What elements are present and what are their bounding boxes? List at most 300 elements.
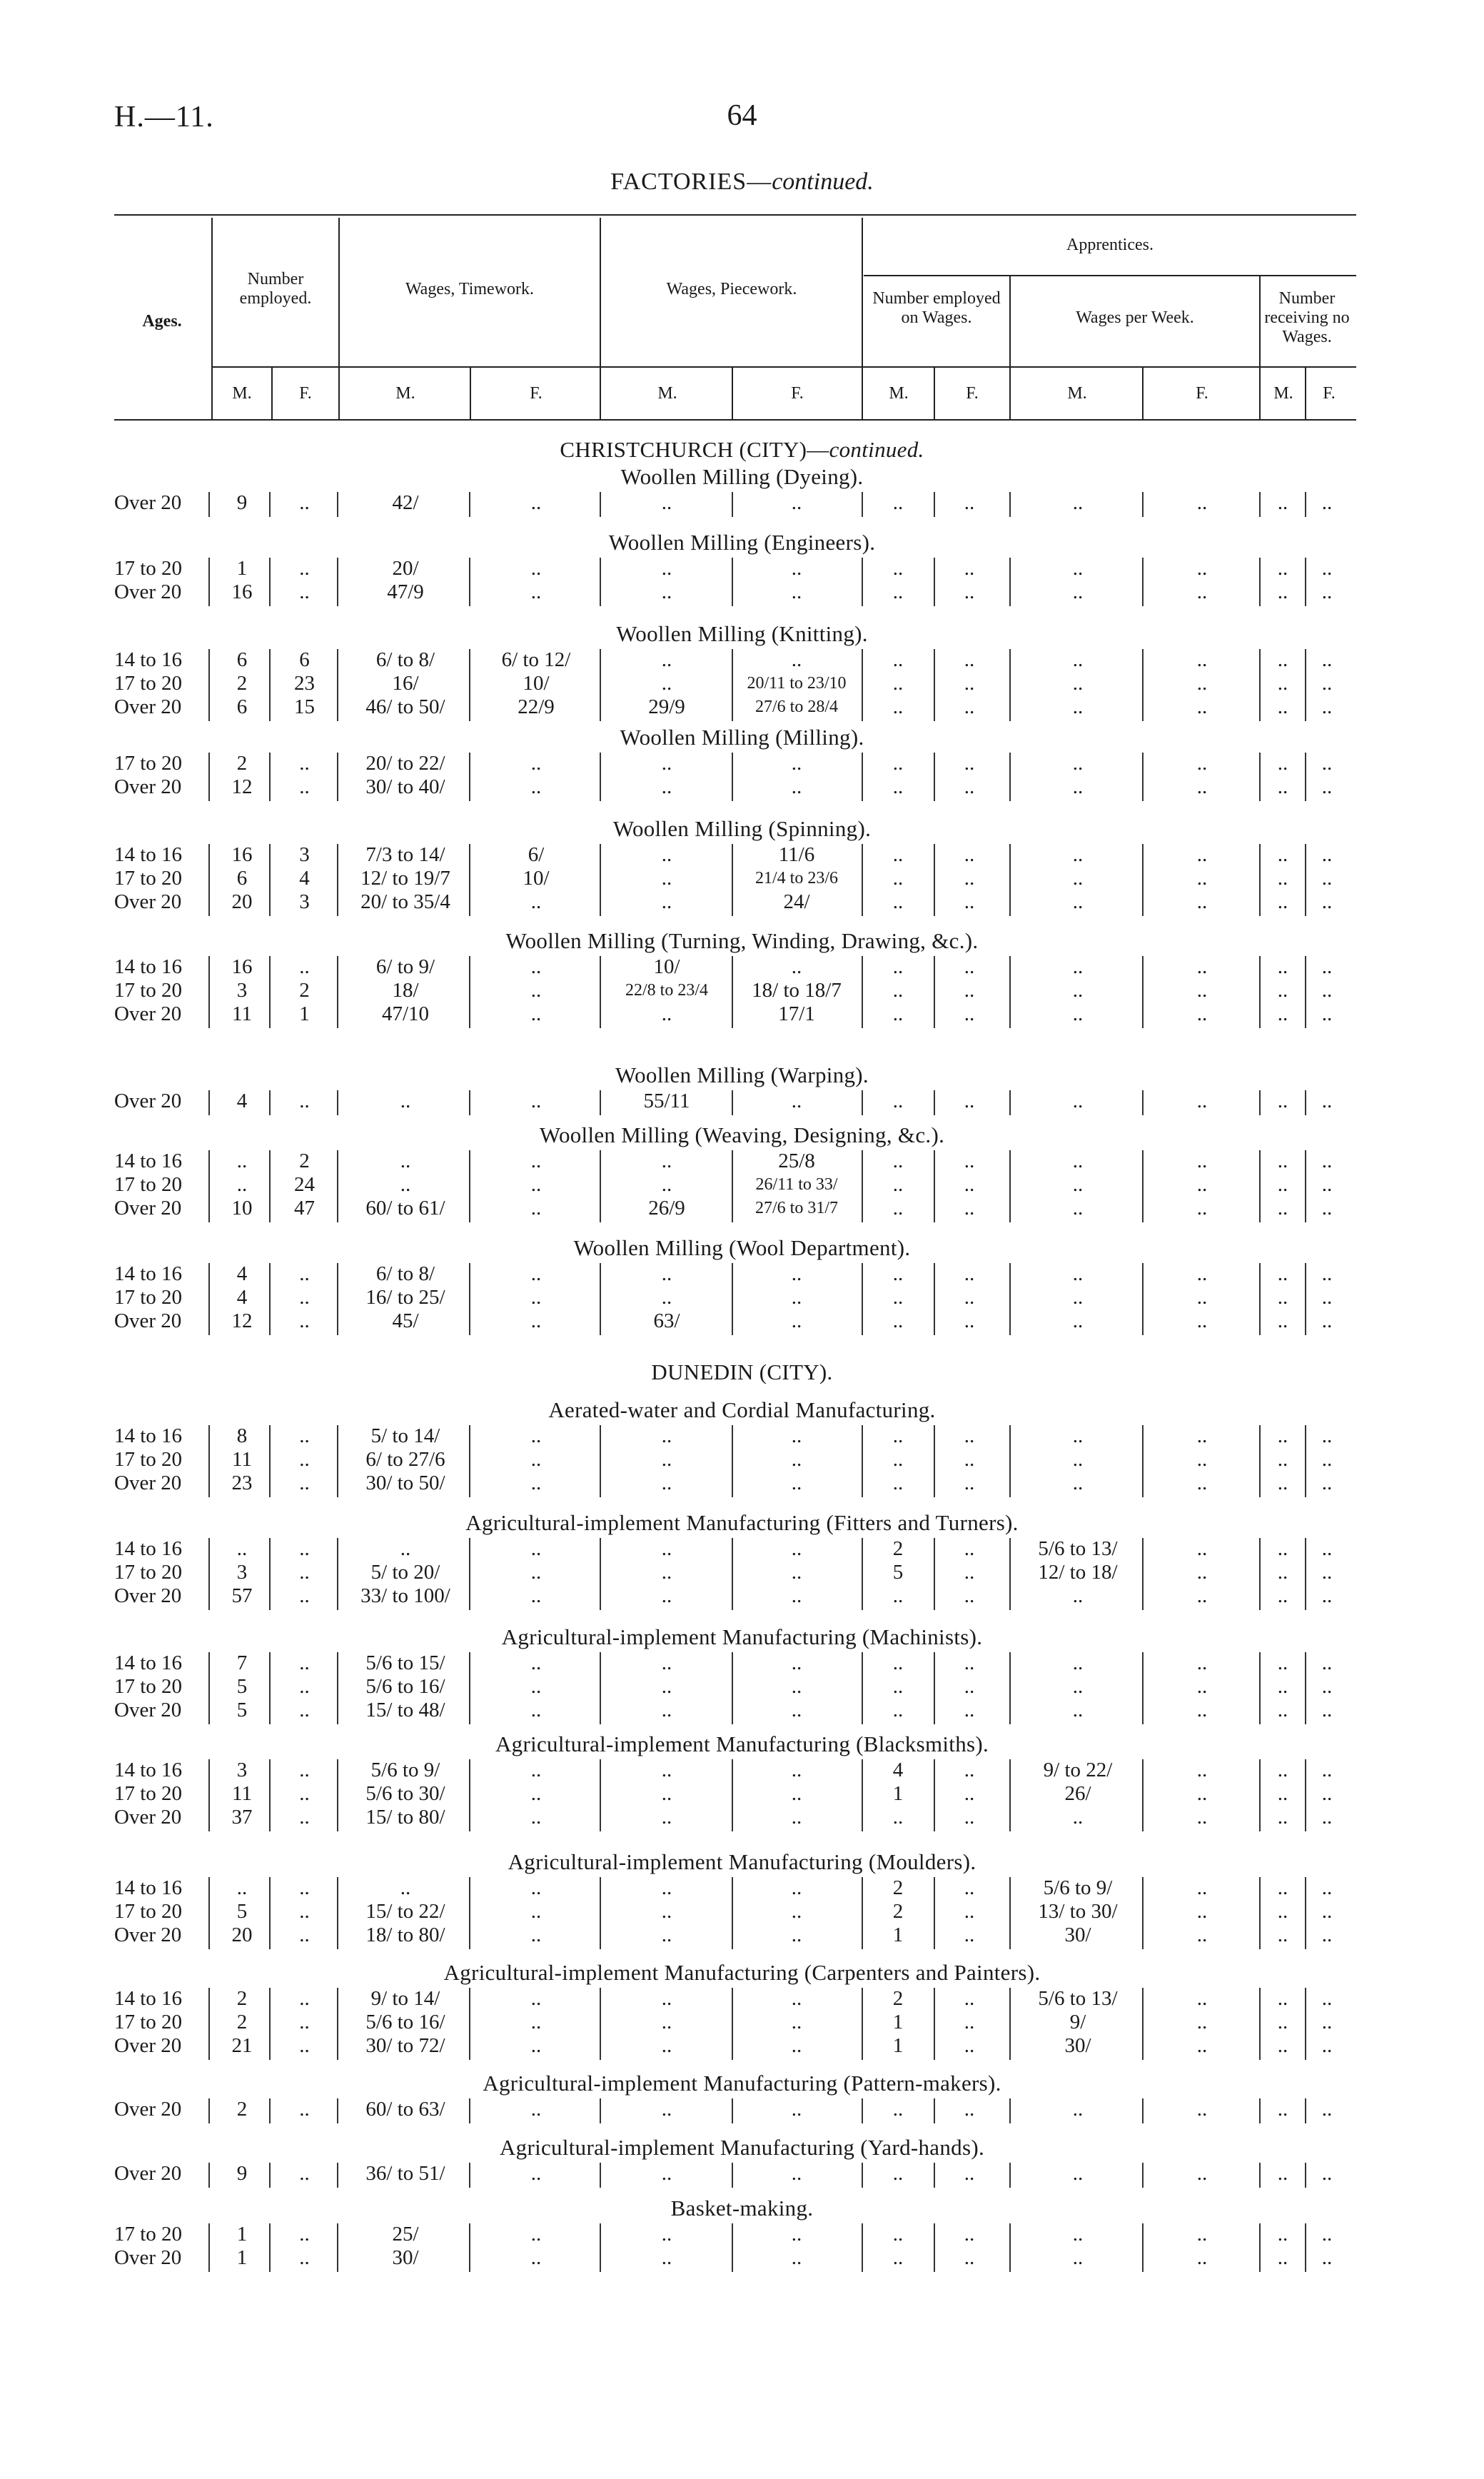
- cell-number-employed-m: 3: [236, 1561, 248, 1584]
- cell-apprentices-no-wages-m: ..: [1277, 1197, 1288, 1220]
- cell-apprentices-employed-m: ..: [892, 2162, 904, 2185]
- cell-apprentices-wages-m: 13/ to 30/: [1038, 1900, 1118, 1923]
- cell-wages-piecework-m: ..: [661, 890, 672, 913]
- cell-wages-piecework-m: ..: [661, 2223, 672, 2246]
- cell-wages-piecework-m: ..: [661, 1448, 672, 1471]
- column-rule: [862, 1759, 863, 1831]
- cell-wages-timework-m: 33/ to 100/: [360, 1584, 450, 1607]
- cell-wages-timework-m: 42/: [392, 491, 419, 514]
- cell-apprentices-no-wages-f: ..: [1321, 2162, 1333, 2185]
- column-rule: [600, 1150, 601, 1222]
- cell-age: 17 to 20: [114, 672, 183, 695]
- cell-apprentices-employed-f: ..: [964, 1561, 975, 1584]
- column-rule: [732, 844, 733, 916]
- cell-wages-piecework-f: ..: [791, 1561, 802, 1584]
- cell-apprentices-no-wages-m: ..: [1277, 491, 1288, 514]
- cell-age: 14 to 16: [114, 1424, 183, 1447]
- cell-apprentices-no-wages-f: ..: [1321, 695, 1333, 718]
- column-rule: [337, 558, 338, 606]
- column-rule: [1305, 558, 1306, 606]
- column-rule: [208, 1263, 210, 1335]
- cell-apprentices-no-wages-m: ..: [1277, 1002, 1288, 1025]
- cell-apprentices-no-wages-m: ..: [1277, 1561, 1288, 1584]
- cell-wages-piecework-f: ..: [791, 2162, 802, 2185]
- cell-age: 17 to 20: [114, 2223, 183, 2246]
- col-app-no-wages: Number receiving no Wages.: [1264, 289, 1350, 346]
- column-rule: [1009, 1425, 1011, 1497]
- cell-wages-piecework-f: 25/8: [778, 1150, 815, 1172]
- cell-apprentices-wages-f: ..: [1196, 1537, 1208, 1560]
- column-rule: [269, 1425, 271, 1497]
- column-rule: [1009, 1759, 1011, 1831]
- cell-apprentices-no-wages-f: ..: [1321, 1924, 1333, 1946]
- column-rule: [337, 1988, 338, 2060]
- cell-apprentices-wages-f: ..: [1196, 1900, 1208, 1923]
- cell-apprentices-no-wages-m: ..: [1277, 1424, 1288, 1447]
- cell-age: Over 20: [114, 695, 182, 718]
- column-rule: [269, 1877, 271, 1949]
- cell-apprentices-employed-m: ..: [892, 1286, 904, 1309]
- cell-wages-timework-f: ..: [530, 1924, 542, 1946]
- cell-apprentices-wages-m: ..: [1072, 2098, 1084, 2121]
- cell-apprentices-wages-f: ..: [1196, 2034, 1208, 2057]
- column-rule: [1259, 753, 1261, 801]
- cell-wages-piecework-f: ..: [791, 1782, 802, 1805]
- cell-wages-piecework-m: ..: [661, 2246, 672, 2269]
- column-rule: [732, 1759, 733, 1831]
- section-heading: Woollen Milling (Engineers).: [608, 530, 876, 555]
- cell-age: Over 20: [114, 1309, 182, 1332]
- cell-apprentices-employed-m: 2: [892, 1987, 904, 2010]
- cell-wages-timework-f: ..: [530, 1090, 542, 1112]
- column-rule: [208, 1090, 210, 1115]
- cell-apprentices-no-wages-m: ..: [1277, 1472, 1288, 1494]
- column-rule: [934, 1538, 935, 1610]
- cell-wages-piecework-m: ..: [661, 580, 672, 603]
- cell-apprentices-employed-f: ..: [964, 1472, 975, 1494]
- cell-wages-timework-f: ..: [530, 1537, 542, 1560]
- cell-apprentices-no-wages-m: ..: [1277, 1150, 1288, 1172]
- cell-number-employed-m: 7: [236, 1651, 248, 1674]
- cell-apprentices-wages-m: ..: [1072, 1286, 1084, 1309]
- cell-apprentices-employed-f: ..: [964, 1987, 975, 2010]
- cell-age: 14 to 16: [114, 1262, 183, 1285]
- cell-number-employed-f: ..: [299, 1448, 310, 1471]
- sub-f: F.: [530, 384, 542, 403]
- cell-apprentices-employed-f: ..: [964, 1448, 975, 1471]
- cell-apprentices-no-wages-m: ..: [1277, 1900, 1288, 1923]
- column-rule: [1305, 1759, 1306, 1831]
- cell-age: 17 to 20: [114, 1286, 183, 1309]
- column-rule: [862, 1538, 863, 1610]
- cell-apprentices-wages-f: ..: [1196, 1286, 1208, 1309]
- column-rule: [1142, 753, 1144, 801]
- column-rule: [1009, 2163, 1011, 2188]
- city-heading-christchurch: CHRISTCHURCH (CITY)—continued.: [560, 437, 924, 462]
- column-rule: [862, 1263, 863, 1335]
- cell-number-employed-m: 3: [236, 979, 248, 1002]
- column-rule: [732, 1988, 733, 2060]
- cell-number-employed-f: ..: [299, 2011, 310, 2033]
- cell-apprentices-employed-f: ..: [964, 1782, 975, 1805]
- section-heading: Agricultural-implement Manufacturing (Blacksmiths).: [495, 1731, 989, 1756]
- cell-wages-piecework-f: ..: [791, 752, 802, 775]
- cell-apprentices-wages-f: ..: [1196, 672, 1208, 695]
- cell-wages-timework-f: ..: [530, 557, 542, 580]
- cell-apprentices-wages-m: 5/6 to 9/: [1043, 1876, 1113, 1899]
- cell-apprentices-no-wages-m: ..: [1277, 843, 1288, 866]
- cell-wages-timework-m: 15/ to 48/: [365, 1699, 445, 1721]
- cell-wages-piecework-m: ..: [661, 1782, 672, 1805]
- cell-apprentices-no-wages-m: ..: [1277, 2011, 1288, 2033]
- cell-apprentices-wages-m: ..: [1072, 2162, 1084, 2185]
- column-rule: [269, 2163, 271, 2188]
- cell-wages-piecework-m: ..: [661, 775, 672, 798]
- cell-age: 14 to 16: [114, 1987, 183, 2010]
- cell-wages-piecework-m: 29/9: [648, 695, 685, 718]
- cell-wages-timework-m: 20/ to 35/4: [360, 890, 450, 913]
- cell-number-employed-f: ..: [299, 1561, 310, 1584]
- cell-number-employed-f: ..: [299, 1309, 310, 1332]
- cell-apprentices-employed-m: ..: [892, 1472, 904, 1494]
- cell-apprentices-wages-m: ..: [1072, 1262, 1084, 1285]
- cell-age: Over 20: [114, 1090, 182, 1112]
- cell-apprentices-employed-f: ..: [964, 775, 975, 798]
- cell-apprentices-no-wages-m: ..: [1277, 1448, 1288, 1471]
- column-rule: [337, 492, 338, 517]
- column-rule: [1259, 1877, 1261, 1949]
- cell-number-employed-m: 16: [231, 955, 253, 978]
- cell-number-employed-f: ..: [299, 1424, 310, 1447]
- cell-apprentices-employed-m: ..: [892, 1262, 904, 1285]
- cell-number-employed-m: 6: [236, 648, 248, 671]
- cell-apprentices-no-wages-f: ..: [1321, 843, 1333, 866]
- cell-wages-timework-m: ..: [400, 1876, 411, 1899]
- column-rule: [269, 844, 271, 916]
- cell-wages-timework-f: 22/9: [518, 695, 555, 718]
- column-rule: [1009, 1538, 1011, 1610]
- cell-apprentices-no-wages-m: ..: [1277, 1675, 1288, 1698]
- column-rule: [732, 1090, 733, 1115]
- cell-apprentices-no-wages-m: ..: [1277, 1924, 1288, 1946]
- cell-apprentices-employed-f: ..: [964, 695, 975, 718]
- page-title: FACTORIES—continued.: [610, 169, 874, 195]
- column-rule: [862, 492, 863, 517]
- cell-apprentices-wages-f: ..: [1196, 752, 1208, 775]
- section-heading: Woollen Milling (Turning, Winding, Drawing, &c.).: [505, 928, 979, 953]
- column-rule: [337, 2098, 338, 2123]
- cell-number-employed-m: 9: [236, 2162, 248, 2185]
- column-rule: [600, 753, 601, 801]
- col-apprentices: Apprentices.: [1066, 236, 1154, 254]
- cell-wages-timework-m: 60/ to 61/: [365, 1197, 445, 1220]
- column-rule: [1142, 558, 1144, 606]
- cell-apprentices-no-wages-f: ..: [1321, 2034, 1333, 2057]
- cell-wages-timework-f: ..: [530, 979, 542, 1002]
- cell-apprentices-wages-f: ..: [1196, 890, 1208, 913]
- cell-age: Over 20: [114, 491, 182, 514]
- cell-wages-piecework-f: ..: [791, 1806, 802, 1829]
- column-rule: [469, 2163, 470, 2188]
- cell-number-employed-f: ..: [299, 1262, 310, 1285]
- cell-apprentices-wages-m: 5/6 to 13/: [1038, 1987, 1118, 2010]
- cell-apprentices-no-wages-m: ..: [1277, 1806, 1288, 1829]
- cell-apprentices-wages-m: ..: [1072, 695, 1084, 718]
- cell-wages-timework-m: 6/ to 9/: [375, 955, 435, 978]
- sub-m: M.: [395, 384, 415, 403]
- cell-wages-timework-m: 15/ to 80/: [365, 1806, 445, 1829]
- cell-apprentices-wages-m: ..: [1072, 1448, 1084, 1471]
- cell-apprentices-no-wages-m: ..: [1277, 1262, 1288, 1285]
- cell-wages-piecework-f: ..: [791, 1262, 802, 1285]
- col-number-employed: Number employed.: [239, 270, 312, 308]
- cell-number-employed-m: 12: [231, 1309, 253, 1332]
- column-rule: [600, 956, 601, 1028]
- cell-apprentices-wages-f: ..: [1196, 1472, 1208, 1494]
- cell-wages-piecework-f: ..: [791, 1424, 802, 1447]
- cell-wages-timework-m: 47/10: [381, 1002, 430, 1025]
- cell-apprentices-no-wages-f: ..: [1321, 672, 1333, 695]
- cell-wages-piecework-m: ..: [661, 1561, 672, 1584]
- cell-apprentices-employed-m: ..: [892, 752, 904, 775]
- cell-wages-timework-m: 30/: [392, 2246, 419, 2269]
- cell-wages-timework-f: ..: [530, 580, 542, 603]
- cell-age: Over 20: [114, 1472, 182, 1494]
- cell-apprentices-employed-m: ..: [892, 1448, 904, 1471]
- cell-number-employed-m: 1: [236, 2223, 248, 2246]
- column-rule: [208, 2223, 210, 2272]
- cell-apprentices-employed-m: ..: [892, 979, 904, 1002]
- cell-apprentices-wages-f: ..: [1196, 2223, 1208, 2246]
- cell-apprentices-no-wages-m: ..: [1277, 979, 1288, 1002]
- cell-apprentices-wages-f: ..: [1196, 1924, 1208, 1946]
- cell-age: Over 20: [114, 1699, 182, 1721]
- cell-apprentices-wages-m: 9/ to 22/: [1043, 1759, 1113, 1781]
- cell-wages-timework-m: ..: [400, 1090, 411, 1112]
- cell-apprentices-employed-f: ..: [964, 557, 975, 580]
- report-code: H.—11.: [114, 101, 214, 134]
- cell-apprentices-wages-m: ..: [1072, 1584, 1084, 1607]
- column-rule: [469, 1538, 470, 1610]
- cell-number-employed-f: ..: [299, 752, 310, 775]
- column-rule: [600, 2223, 601, 2272]
- cell-wages-timework-f: ..: [530, 752, 542, 775]
- cell-age: 14 to 16: [114, 843, 183, 866]
- column-rule: [269, 753, 271, 801]
- cell-number-employed-m: 4: [236, 1286, 248, 1309]
- column-rule: [469, 2098, 470, 2123]
- cell-age: 17 to 20: [114, 1173, 183, 1196]
- section-heading: Aerated-water and Cordial Manufacturing.: [548, 1397, 936, 1422]
- cell-wages-piecework-f: ..: [791, 2011, 802, 2033]
- column-rule: [600, 1988, 601, 2060]
- column-rule: [269, 1090, 271, 1115]
- cell-apprentices-wages-f: ..: [1196, 955, 1208, 978]
- cell-apprentices-no-wages-m: ..: [1277, 2223, 1288, 2246]
- cell-wages-piecework-f: ..: [791, 1584, 802, 1607]
- column-rule: [732, 1877, 733, 1949]
- column-rule: [337, 1877, 338, 1949]
- cell-number-employed-m: 2: [236, 2011, 248, 2033]
- cell-wages-timework-m: 9/ to 14/: [370, 1987, 440, 2010]
- cell-wages-piecework-f: ..: [791, 1759, 802, 1781]
- cell-apprentices-employed-m: ..: [892, 1584, 904, 1607]
- column-rule: [208, 956, 210, 1028]
- cell-wages-piecework-f: ..: [791, 1309, 802, 1332]
- cell-number-employed-f: ..: [299, 1699, 310, 1721]
- cell-age: 14 to 16: [114, 1150, 183, 1172]
- column-rule: [269, 1652, 271, 1724]
- cell-apprentices-wages-f: ..: [1196, 1173, 1208, 1196]
- cell-apprentices-wages-m: ..: [1072, 672, 1084, 695]
- cell-wages-piecework-f: ..: [791, 775, 802, 798]
- column-rule: [1259, 492, 1261, 517]
- cell-apprentices-employed-m: ..: [892, 1173, 904, 1196]
- column-rule: [337, 1150, 338, 1222]
- column-rule: [469, 2223, 470, 2272]
- cell-apprentices-no-wages-f: ..: [1321, 1424, 1333, 1447]
- cell-apprentices-no-wages-f: ..: [1321, 955, 1333, 978]
- cell-apprentices-no-wages-f: ..: [1321, 1699, 1333, 1721]
- cell-apprentices-no-wages-f: ..: [1321, 1197, 1333, 1220]
- cell-apprentices-employed-f: ..: [964, 1286, 975, 1309]
- column-rule: [600, 1538, 601, 1610]
- column-rule: [1305, 1652, 1306, 1724]
- column-rule: [1259, 1988, 1261, 2060]
- cell-wages-timework-m: 5/6 to 15/: [365, 1651, 445, 1674]
- cell-apprentices-employed-m: ..: [892, 2246, 904, 2269]
- column-rule: [862, 1877, 863, 1949]
- column-rule: [1142, 1425, 1144, 1497]
- column-rule: [269, 1988, 271, 2060]
- column-rule: [1142, 2163, 1144, 2188]
- cell-number-employed-m: 11: [232, 1782, 252, 1805]
- cell-number-employed-f: 23: [294, 672, 315, 695]
- cell-wages-piecework-f: ..: [791, 1537, 802, 1560]
- cell-apprentices-no-wages-f: ..: [1321, 1173, 1333, 1196]
- cell-wages-piecework-m: ..: [661, 2011, 672, 2033]
- cell-number-employed-m: 11: [232, 1002, 252, 1025]
- column-rule: [600, 558, 601, 606]
- cell-apprentices-employed-f: ..: [964, 1675, 975, 1698]
- cell-apprentices-employed-m: ..: [892, 648, 904, 671]
- cell-apprentices-no-wages-m: ..: [1277, 2098, 1288, 2121]
- cell-wages-timework-m: 5/6 to 16/: [365, 2011, 445, 2033]
- cell-age: Over 20: [114, 1806, 182, 1829]
- cell-apprentices-no-wages-f: ..: [1321, 890, 1333, 913]
- cell-number-employed-m: 8: [236, 1424, 248, 1447]
- cell-number-employed-f: ..: [299, 2162, 310, 2185]
- cell-number-employed-m: 6: [236, 695, 248, 718]
- cell-apprentices-no-wages-f: ..: [1321, 648, 1333, 671]
- cell-wages-piecework-f: ..: [791, 2098, 802, 2121]
- cell-wages-timework-m: 7/3 to 14/: [365, 843, 445, 866]
- cell-number-employed-m: 4: [236, 1090, 248, 1112]
- cell-apprentices-employed-m: ..: [892, 890, 904, 913]
- column-rule: [469, 1759, 470, 1831]
- cell-age: 14 to 16: [114, 955, 183, 978]
- cell-wages-timework-f: ..: [530, 775, 542, 798]
- cell-wages-piecework-m: 10/: [653, 955, 680, 978]
- column-rule: [1305, 1538, 1306, 1610]
- cell-apprentices-employed-f: ..: [964, 1584, 975, 1607]
- column-rule: [337, 2163, 338, 2188]
- cell-apprentices-employed-f: ..: [964, 979, 975, 1002]
- cell-age: 17 to 20: [114, 2011, 183, 2033]
- column-rule: [1259, 1263, 1261, 1335]
- cell-apprentices-no-wages-m: ..: [1277, 1537, 1288, 1560]
- cell-number-employed-f: 3: [299, 843, 310, 866]
- column-rule: [862, 844, 863, 916]
- column-rule: [1259, 1425, 1261, 1497]
- cell-apprentices-wages-m: ..: [1072, 843, 1084, 866]
- cell-apprentices-wages-f: ..: [1196, 1584, 1208, 1607]
- column-rule: [469, 1988, 470, 2060]
- column-rule: [1259, 2223, 1261, 2272]
- cell-apprentices-employed-f: ..: [964, 843, 975, 866]
- cell-age: 17 to 20: [114, 867, 183, 890]
- cell-wages-piecework-f: ..: [791, 2223, 802, 2246]
- cell-wages-timework-f: ..: [530, 2223, 542, 2246]
- cell-wages-piecework-f: ..: [791, 491, 802, 514]
- cell-age: 17 to 20: [114, 1782, 183, 1805]
- cell-wages-timework-f: ..: [530, 2011, 542, 2033]
- cell-apprentices-employed-f: ..: [964, 648, 975, 671]
- cell-apprentices-wages-m: ..: [1072, 491, 1084, 514]
- cell-wages-piecework-m: ..: [661, 1699, 672, 1721]
- column-rule: [469, 649, 470, 721]
- column-rule: [1009, 492, 1011, 517]
- column-rule: [1009, 1652, 1011, 1724]
- section-heading: Agricultural-implement Manufacturing (Machinists).: [501, 1624, 983, 1649]
- cell-apprentices-employed-m: 2: [892, 1876, 904, 1899]
- cell-apprentices-no-wages-f: ..: [1321, 1876, 1333, 1899]
- cell-number-employed-f: ..: [299, 1090, 310, 1112]
- cell-apprentices-wages-f: ..: [1196, 1262, 1208, 1285]
- cell-wages-piecework-m: ..: [661, 1651, 672, 1674]
- cell-wages-piecework-m: ..: [661, 1876, 672, 1899]
- cell-apprentices-employed-f: ..: [964, 1002, 975, 1025]
- cell-number-employed-f: ..: [299, 1924, 310, 1946]
- column-rule: [600, 1877, 601, 1949]
- cell-apprentices-employed-m: 5: [892, 1561, 904, 1584]
- cell-wages-timework-f: ..: [530, 1584, 542, 1607]
- cell-apprentices-no-wages-m: ..: [1277, 2246, 1288, 2269]
- cell-apprentices-no-wages-m: ..: [1277, 1987, 1288, 2010]
- cell-wages-timework-f: ..: [530, 2034, 542, 2057]
- cell-wages-timework-m: 5/6 to 9/: [370, 1759, 440, 1781]
- column-rule: [208, 1150, 210, 1222]
- cell-apprentices-no-wages-m: ..: [1277, 1309, 1288, 1332]
- cell-wages-piecework-m: ..: [661, 2098, 672, 2121]
- cell-apprentices-wages-m: ..: [1072, 1424, 1084, 1447]
- cell-age: 14 to 16: [114, 1651, 183, 1674]
- column-rule: [1009, 956, 1011, 1028]
- cell-apprentices-employed-m: ..: [892, 491, 904, 514]
- cell-apprentices-employed-m: ..: [892, 1150, 904, 1172]
- cell-number-employed-m: 21: [231, 2034, 253, 2057]
- cell-apprentices-no-wages-f: ..: [1321, 2223, 1333, 2246]
- cell-age: 17 to 20: [114, 1675, 183, 1698]
- column-rule: [1259, 2163, 1261, 2188]
- column-rule: [600, 2163, 601, 2188]
- cell-apprentices-wages-m: 26/: [1064, 1782, 1091, 1805]
- cell-apprentices-no-wages-f: ..: [1321, 1987, 1333, 2010]
- column-rule: [269, 956, 271, 1028]
- column-rule: [337, 1425, 338, 1497]
- cell-wages-timework-m: 46/ to 50/: [365, 695, 445, 718]
- column-rule: [732, 558, 733, 606]
